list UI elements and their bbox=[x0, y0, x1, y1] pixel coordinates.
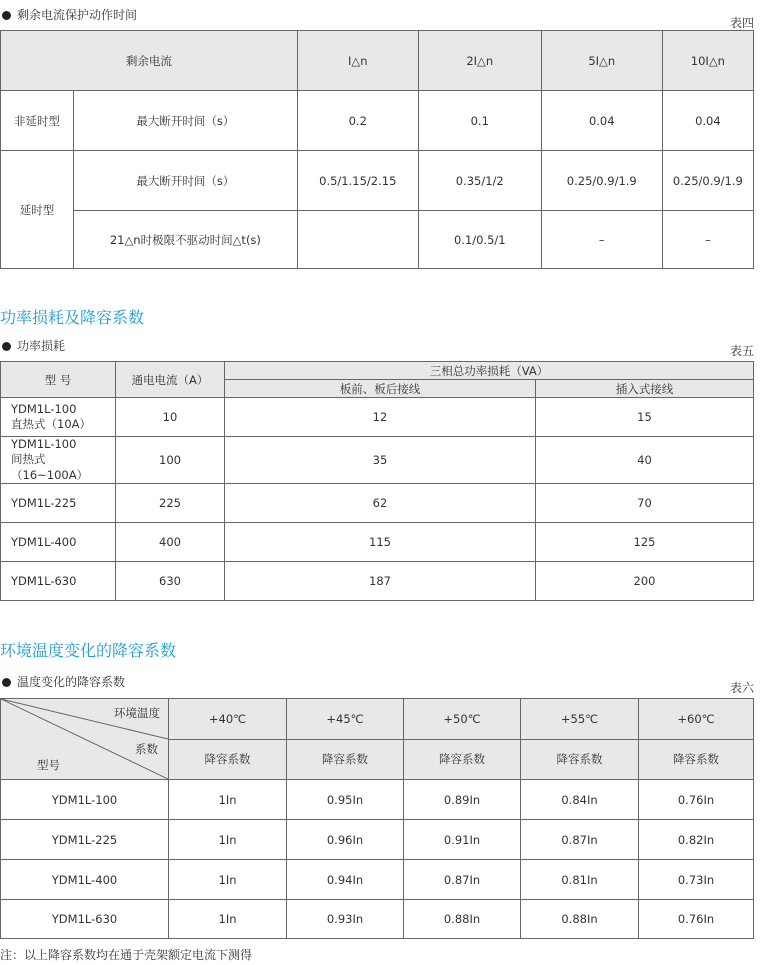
bullet-icon bbox=[2, 678, 11, 687]
t5-r5-front: 187 bbox=[225, 562, 536, 601]
t4-col-1: I△n bbox=[297, 31, 418, 91]
t6-r3-v1: 1In bbox=[169, 860, 287, 900]
t4-r2-v2: 0.35/1/2 bbox=[418, 151, 541, 211]
bullet-icon bbox=[2, 11, 11, 20]
t6-r1-v5: 0.76In bbox=[639, 780, 754, 820]
t6-r3-model: YDM1L-400 bbox=[1, 860, 169, 900]
power-loss-section-title: 功率损耗及降容系数 bbox=[0, 308, 145, 327]
t5-h-total: 三相总功率损耗（VA） bbox=[225, 362, 754, 380]
t6-r4-v3: 0.88In bbox=[404, 900, 521, 939]
t6-r2-v4: 0.87In bbox=[521, 820, 639, 860]
t5-table-number: 表五 bbox=[729, 344, 754, 358]
footnote: 注：以上降容系数均在通于壳架额定电流下测得 bbox=[0, 948, 253, 962]
t6-r1-v3: 0.89In bbox=[404, 780, 521, 820]
t6-r4-v2: 0.93In bbox=[287, 900, 404, 939]
t4-r3-v2: 0.1/0.5/1 bbox=[418, 211, 541, 269]
t4-r1-v2: 0.1 bbox=[418, 91, 541, 151]
t6-r1-v2: 0.95In bbox=[287, 780, 404, 820]
t4-r1-item: 最大断开时间（s） bbox=[74, 91, 298, 151]
t6-r2-v2: 0.96In bbox=[287, 820, 404, 860]
t4-r1-v4: 0.04 bbox=[662, 91, 753, 151]
t5-r3-plug: 70 bbox=[536, 484, 754, 523]
t6-coef-4: 降容系数 bbox=[521, 739, 639, 780]
t4-type-nondelay: 非延时型 bbox=[1, 91, 74, 151]
t6-caption-line bbox=[2, 673, 125, 690]
t4-r3-item: 21△n时极限不驱动时间△t(s) bbox=[74, 211, 298, 269]
t6-table-number: 表六 bbox=[729, 681, 754, 695]
t6-temp-4: +55℃ bbox=[521, 699, 639, 740]
t4-r2-v4: 0.25/0.9/1.9 bbox=[662, 151, 753, 211]
t6-coef-3: 降容系数 bbox=[404, 739, 521, 780]
t6-r1-model: YDM1L-100 bbox=[1, 780, 169, 820]
t5-r1-plug: 15 bbox=[536, 398, 754, 437]
diagonal-header-cell bbox=[1, 699, 169, 780]
t6-temp-5: +60℃ bbox=[639, 699, 754, 740]
t6-r2-model: YDM1L-225 bbox=[1, 820, 169, 860]
t4-r3-v4: – bbox=[662, 211, 753, 269]
t6-r4-v4: 0.88In bbox=[521, 900, 639, 939]
t4-r2-v1: 0.5/1.15/2.15 bbox=[297, 151, 418, 211]
t6-r3-v4: 0.81In bbox=[521, 860, 639, 900]
t5-r5-current: 630 bbox=[116, 562, 225, 601]
t5-h-front: 板前、板后接线 bbox=[225, 380, 536, 398]
t6-r3-v5: 0.73In bbox=[639, 860, 754, 900]
t5-r2-current: 100 bbox=[116, 437, 225, 484]
t5-r2-plug: 40 bbox=[536, 437, 754, 484]
t5-h-model: 型 号 bbox=[1, 362, 116, 398]
t6-temp-3: +50℃ bbox=[404, 699, 521, 740]
diag-temp-label: 环境温度 bbox=[114, 706, 160, 720]
t4-caption: 剩余电流保护动作时间 bbox=[17, 8, 138, 22]
t6-r2-v5: 0.82In bbox=[639, 820, 754, 860]
t5-r1-sub: 直热式（10A） bbox=[11, 417, 91, 431]
derating-section-title: 环境温度变化的降容系数 bbox=[0, 641, 177, 660]
t5-h-plug: 插入式接线 bbox=[536, 380, 754, 398]
t6-r4-model: YDM1L-630 bbox=[1, 900, 169, 939]
t5-r4-front: 115 bbox=[225, 523, 536, 562]
t5-r1-current: 10 bbox=[116, 398, 225, 437]
t4-header-label: 剩余电流 bbox=[1, 31, 298, 91]
t5-r1-front: 12 bbox=[225, 398, 536, 437]
t4-col-4: 10I△n bbox=[662, 31, 753, 91]
power-loss-table bbox=[0, 361, 754, 601]
t5-r5-model: YDM1L-630 bbox=[1, 562, 116, 601]
t4-r1-v1: 0.2 bbox=[297, 91, 418, 151]
t6-r4-v5: 0.76In bbox=[639, 900, 754, 939]
t5-caption: 功率损耗 bbox=[17, 339, 66, 353]
t6-r2-v3: 0.91In bbox=[404, 820, 521, 860]
t6-r1-v1: 1In bbox=[169, 780, 287, 820]
t5-r2-model: YDM1L-100 bbox=[11, 437, 77, 451]
t5-r4-plug: 125 bbox=[536, 523, 754, 562]
table-row-model bbox=[1, 398, 116, 437]
t4-col-3: 5I△n bbox=[541, 31, 662, 91]
bullet-icon bbox=[2, 342, 11, 351]
t4-type-delay: 延时型 bbox=[1, 151, 74, 269]
t6-r4-v1: 1In bbox=[169, 900, 287, 939]
t4-r2-item: 最大断开时间（s） bbox=[74, 151, 298, 211]
t5-r2-sub: 间热式（16~100A） bbox=[11, 452, 89, 482]
t6-temp-2: +45℃ bbox=[287, 699, 404, 740]
diag-coef-label: 系数 bbox=[135, 742, 158, 756]
t6-r3-v2: 0.94In bbox=[287, 860, 404, 900]
t4-r3-v3: – bbox=[541, 211, 662, 269]
t5-r3-current: 225 bbox=[116, 484, 225, 523]
temperature-derating-table bbox=[0, 698, 754, 939]
t5-r1-model: YDM1L-100 bbox=[11, 402, 77, 416]
t6-r3-v3: 0.87In bbox=[404, 860, 521, 900]
t6-caption: 温度变化的降容系数 bbox=[17, 675, 126, 689]
diag-model-label: 型号 bbox=[37, 758, 60, 772]
t6-temp-1: +40℃ bbox=[169, 699, 287, 740]
t5-caption-line bbox=[2, 337, 65, 354]
t6-r1-v4: 0.84In bbox=[521, 780, 639, 820]
t5-h-current: 通电电流（A） bbox=[116, 362, 225, 398]
t5-r2-front: 35 bbox=[225, 437, 536, 484]
t4-table-number: 表四 bbox=[729, 16, 754, 30]
t4-r1-v3: 0.04 bbox=[541, 91, 662, 151]
t4-col-2: 2I△n bbox=[418, 31, 541, 91]
table-row-model bbox=[1, 437, 116, 484]
t4-r2-v3: 0.25/0.9/1.9 bbox=[541, 151, 662, 211]
t6-coef-1: 降容系数 bbox=[169, 739, 287, 780]
t5-r5-plug: 200 bbox=[536, 562, 754, 601]
t5-r3-front: 62 bbox=[225, 484, 536, 523]
t6-coef-2: 降容系数 bbox=[287, 739, 404, 780]
t6-coef-5: 降容系数 bbox=[639, 739, 754, 780]
residual-current-table bbox=[0, 30, 754, 269]
t4-r3-v1 bbox=[297, 211, 418, 269]
t5-r3-model: YDM1L-225 bbox=[1, 484, 116, 523]
t4-caption-line bbox=[2, 6, 137, 23]
t5-r4-model: YDM1L-400 bbox=[1, 523, 116, 562]
t6-r2-v1: 1In bbox=[169, 820, 287, 860]
t5-r4-current: 400 bbox=[116, 523, 225, 562]
